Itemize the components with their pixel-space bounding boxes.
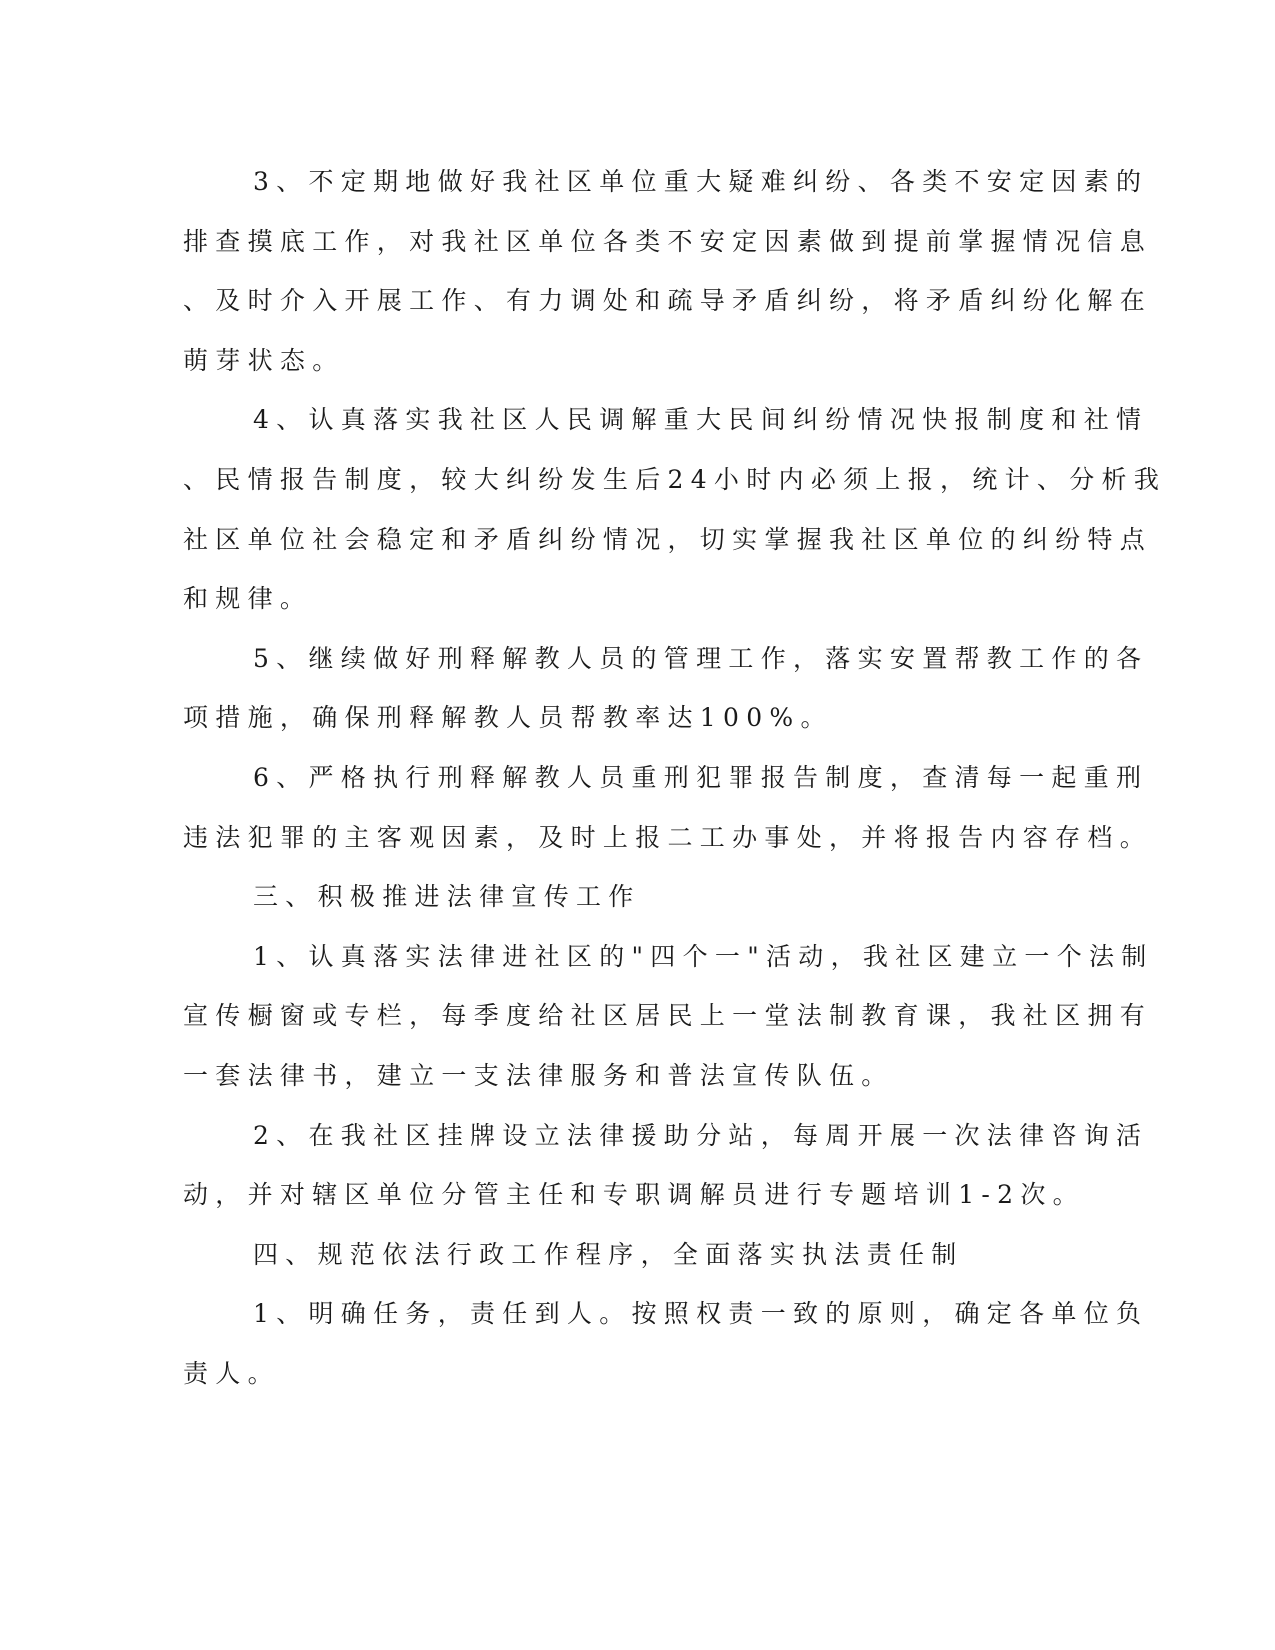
text-line: 5、继续做好刑释解教人员的管理工作，落实安置帮教工作的各 <box>253 643 1149 673</box>
text-line: 3、不定期地做好我社区单位重大疑难纠纷、各类不安定因素的 <box>253 167 1149 196</box>
text-line: 和规律。 <box>183 584 313 614</box>
text-line: 项措施，确保刑释解教人员帮教率达100%。 <box>183 703 833 733</box>
section-heading: 四、规范依法行政工作程序，全面落实执法责任制 <box>253 1239 964 1269</box>
text-line: 、及时介入开展工作、有力调处和疏导矛盾纠纷，将矛盾纠纷化解在 <box>183 286 1153 316</box>
section-heading: 三、积极推进法律宣传工作 <box>253 882 641 912</box>
text-line: 、民情报告制度，较大纠纷发生后24小时内必须上报，统计、分析我 <box>183 464 1167 494</box>
text-line: 社区单位社会稳定和矛盾纠纷情况，切实掌握我社区单位的纠纷特点 <box>183 524 1153 554</box>
text-line: 4、认真落实我社区人民调解重大民间纠纷情况快报制度和社情 <box>253 405 1149 435</box>
text-line: 责人。 <box>183 1358 280 1388</box>
text-line: 违法犯罪的主客观因素，及时上报二工办事处，并将报告内容存档。 <box>183 822 1153 852</box>
document-body <box>183 152 1167 1403</box>
text-line: 动，并对辖区单位分管主任和专职调解员进行专题培训1-2次。 <box>183 1180 1085 1210</box>
text-line: 1、明确任务，责任到人。按照权责一致的原则，确定各单位负 <box>253 1299 1149 1329</box>
text-line: 一套法律书，建立一支法律服务和普法宣传队伍。 <box>183 1060 894 1090</box>
text-line: 2、在我社区挂牌设立法律援助分站，每周开展一次法律咨询活 <box>253 1120 1149 1150</box>
text-line: 6、严格执行刑释解教人员重刑犯罪报告制度，查清每一起重刑 <box>253 762 1149 792</box>
text-line: 1、认真落实法律进社区的"四个一"活动，我社区建立一个法制 <box>253 941 1154 971</box>
text-line: 萌芽状态。 <box>183 345 345 375</box>
text-line: 宣传橱窗或专栏，每季度给社区居民上一堂法制教育课，我社区拥有 <box>183 1001 1153 1031</box>
text-line: 排查摸底工作，对我社区单位各类不安定因素做到提前掌握情况信息 <box>183 226 1153 256</box>
